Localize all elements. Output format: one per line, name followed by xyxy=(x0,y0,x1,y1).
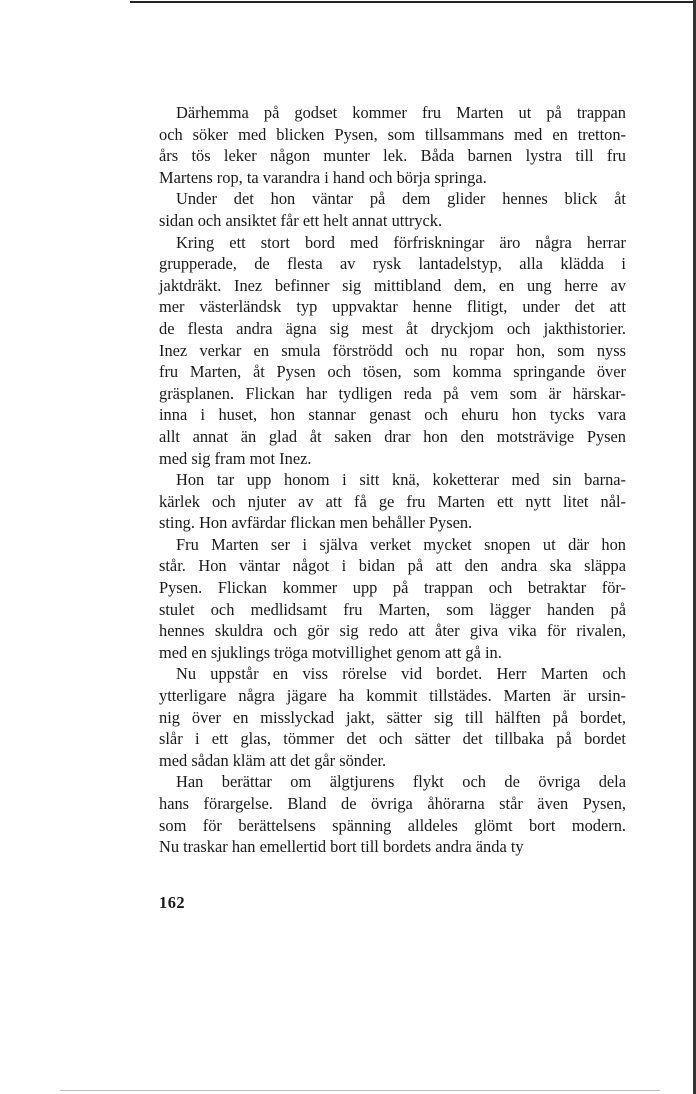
text-line: Martens rop, ta varandra i hand och börja springa. xyxy=(159,167,487,187)
text-line: Inez verkar en smula förströdd och nu ropar hon, som nyss xyxy=(159,340,626,360)
text-line: grupperade, de flesta av rysk lantadelstyp, alla klädda i xyxy=(159,254,626,274)
text-line: de flesta andra ägna sig mest åt dryckjom och jakthistorier. xyxy=(159,318,626,338)
text-line: med sig fram mot Inez. xyxy=(159,448,312,468)
text-line: står. Hon väntar något i bidan på att den andra ska släppa xyxy=(159,556,626,576)
text-line: Nu traskar han emellertid bort till bordets andra ända ty xyxy=(159,837,524,857)
bottom-edge-rule xyxy=(60,1090,660,1091)
text-line: med en sjuklings tröga motvillighet genom att gå in. xyxy=(159,642,502,662)
text-line: års tös leker någon munter lek. Båda barnen lystra till fru xyxy=(159,146,626,166)
body-text xyxy=(159,102,626,858)
top-edge-rule xyxy=(130,1,696,3)
text-line: och söker med blicken Pysen, som tillsammans med en tretton- xyxy=(159,124,626,144)
text-line: med sådan kläm att det går sönder. xyxy=(159,750,387,770)
text-line: jaktdräkt. Inez befinner sig mittibland dem, en ung herre av xyxy=(159,275,626,295)
text-line: sidan och ansiktet får ett helt annat uttryck. xyxy=(159,210,443,230)
text-line: Han berättar om älgtjurens flykt och de övriga dela xyxy=(176,772,626,792)
text-line: inna i huset, hon stannar genast och ehuru hon tycks vara xyxy=(159,405,626,425)
text-line: sting. Hon avfärdar flickan men behåller Pysen. xyxy=(159,513,473,533)
text-line: Hon tar upp honom i sitt knä, koketterar med sin barna- xyxy=(176,470,626,490)
page-number: 162 xyxy=(159,893,186,912)
text-line: stulet och medlidsamt fru Marten, som lägger handen på xyxy=(159,599,626,619)
text-line: Kring ett stort bord med förfriskningar äro några herrar xyxy=(176,232,626,252)
text-line: nig över en misslyckad jakt, sätter sig till hälften på bordet, xyxy=(159,707,626,727)
text-line: Pysen. Flickan kommer upp på trappan och betraktar för- xyxy=(159,578,626,598)
text-line: mer västerländsk typ uppvaktar henne flitigt, under det att xyxy=(159,297,626,317)
text-line: Därhemma på godset kommer fru Marten ut på trappan xyxy=(176,103,626,122)
text-line: hans förargelse. Bland de övriga åhörarna står även Pysen, xyxy=(159,794,626,813)
text-line: allt annat än glad åt saken drar hon den motsträvige Pysen xyxy=(159,426,626,446)
text-line: Fru Marten ser i själva verket mycket snopen ut där hon xyxy=(176,534,626,554)
text-line: slår i ett glas, tömmer det och sätter det tillbaka på bordet xyxy=(159,729,626,749)
text-line: gräsplanen. Flickan har tydligen reda på vem som är härskar- xyxy=(159,383,626,403)
text-line: Under det hon väntar på dem glider hennes blick åt xyxy=(176,189,626,209)
text-line: Nu uppstår en viss rörelse vid bordet. Herr Marten och xyxy=(176,664,626,684)
text-line: kärlek och njuter av att få ge fru Marten ett nytt litet nål- xyxy=(159,491,626,511)
text-line: hennes skuldra och gör sig redo att åter giva vika för rivalen, xyxy=(159,621,626,641)
text-line: ytterligare några jägare ha kommit tillstädes. Marten är ursin- xyxy=(159,686,626,706)
text-line: som för berättelsens spänning alldeles glömt bort modern. xyxy=(159,815,626,835)
text-line: fru Marten, åt Pysen och tösen, som komma springande över xyxy=(159,362,626,382)
